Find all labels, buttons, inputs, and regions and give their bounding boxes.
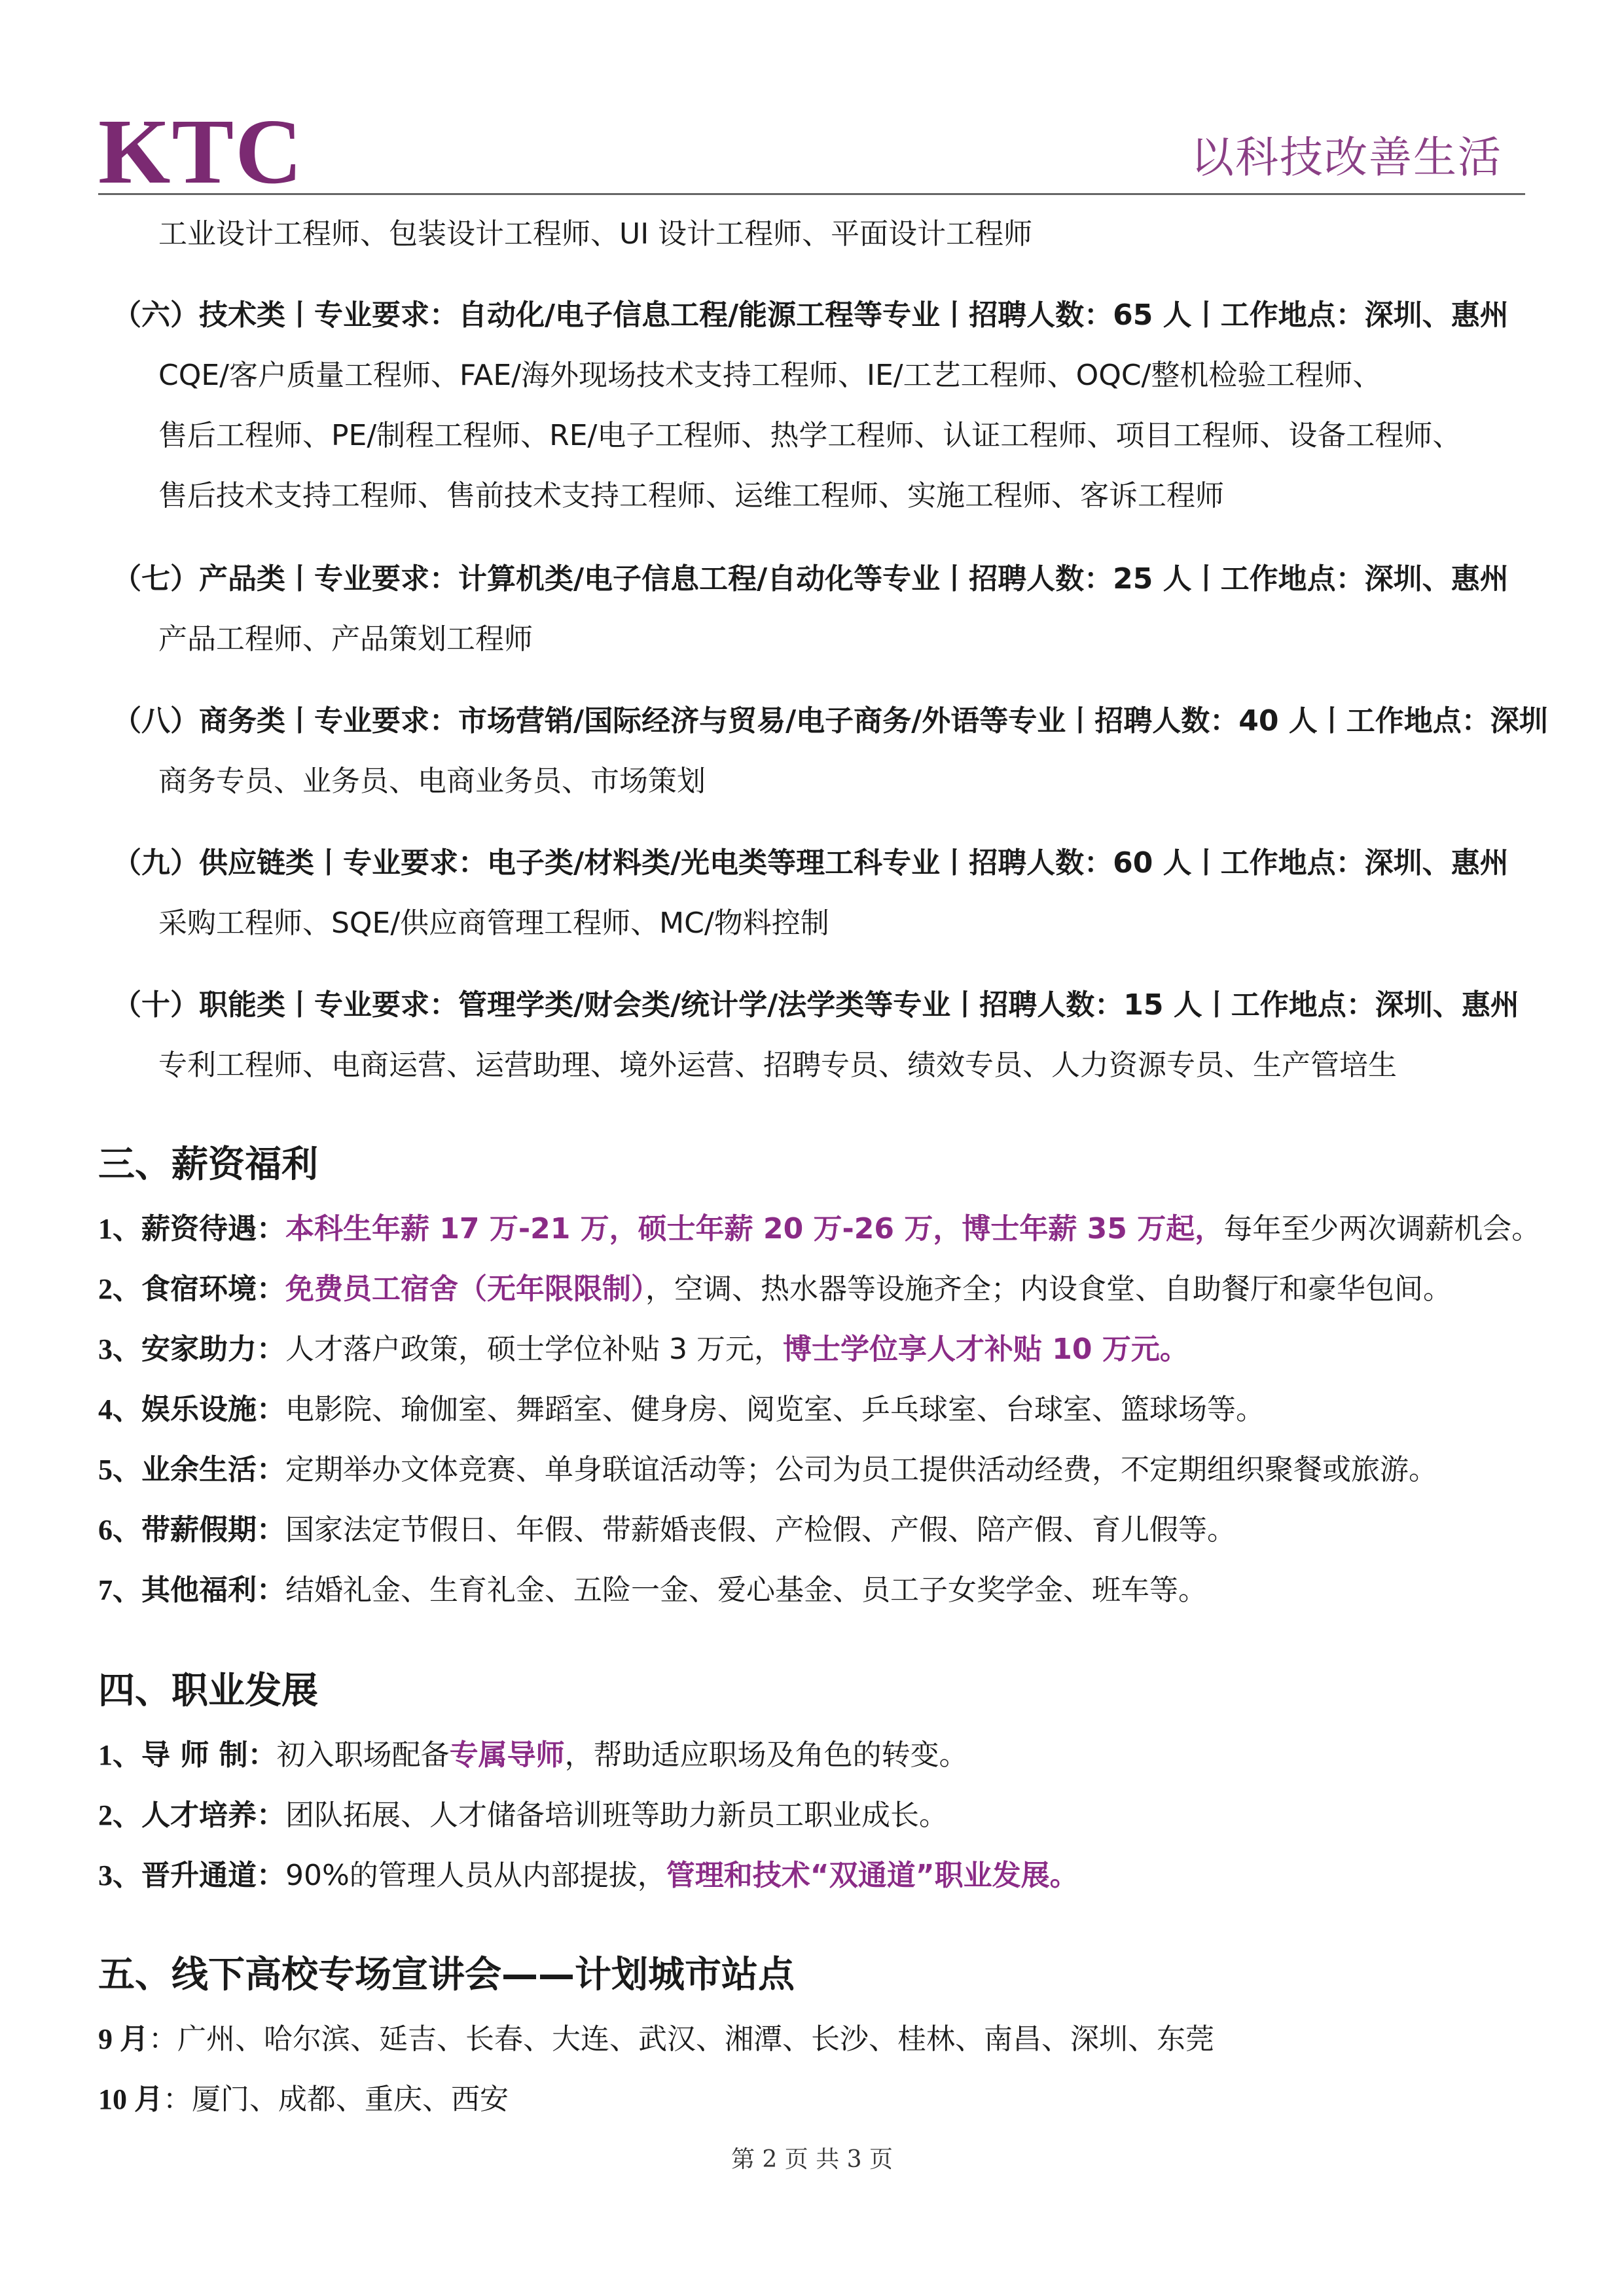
item-label: 安家助力： bbox=[141, 1333, 285, 1366]
item-text: 每年至少两次调薪机会。 bbox=[1223, 1212, 1541, 1246]
ktc-logo: KTC bbox=[98, 99, 304, 203]
campus-schedule-row bbox=[98, 2022, 1214, 2056]
benefit-item bbox=[98, 1272, 1452, 1306]
item-text: 国家法定节假日、年假、带薪婚丧假、产检假、产假、陪产假、育儿假等。 bbox=[285, 1513, 1236, 1547]
item-label: 薪资待遇： bbox=[141, 1212, 285, 1246]
item-number: 3、 bbox=[98, 1859, 141, 1892]
highlight-text: 免费员工宿舍（无年限限制） bbox=[285, 1272, 645, 1306]
benefit-item bbox=[98, 1513, 1236, 1547]
category-heading-product: （七）产品类丨专业要求：计算机类/电子信息工程/自动化等专业丨招聘人数：25 人丨工作地点：深圳、惠州 bbox=[113, 562, 1509, 596]
job-list-line: CQE/客户质量工程师、FAE/海外现场技术支持工程师、IE/工艺工程师、OQC/整机检验工程师、 bbox=[158, 359, 1382, 392]
category-heading-business: （八）商务类丨专业要求：市场营销/国际经济与贸易/电子商务/外语等专业丨招聘人数：40 人丨工作地点：深圳 bbox=[113, 704, 1548, 738]
benefit-item bbox=[98, 1395, 1265, 1424]
item-label: 娱乐设施： bbox=[141, 1393, 285, 1426]
item-text: ，空调、热水器等设施齐全；内设食堂、自助餐厅和豪华包间。 bbox=[645, 1272, 1452, 1306]
section-title-career: 四、职业发展 bbox=[98, 1670, 318, 1712]
item-label: 导 师 制： bbox=[141, 1738, 277, 1772]
item-text: 人才落户政策，硕士学位补贴 3 万元， bbox=[285, 1333, 783, 1366]
item-number: 7、 bbox=[98, 1574, 141, 1606]
schedule-month: 9 月 bbox=[98, 2023, 149, 2055]
carryover-job-list: 工业设计工程师、包装设计工程师、UI 设计工程师、平面设计工程师 bbox=[158, 217, 1033, 251]
item-label: 其他福利： bbox=[141, 1573, 285, 1607]
benefit-item bbox=[98, 1573, 1207, 1607]
career-item bbox=[98, 1738, 968, 1772]
item-text: 初入职场配备 bbox=[276, 1738, 450, 1772]
item-text: 90%的管理人员从内部提拔， bbox=[285, 1859, 666, 1892]
item-number: 2、 bbox=[98, 1273, 141, 1305]
schedule-month: 10 月 bbox=[98, 2083, 163, 2115]
item-text: 电影院、瑜伽室、舞蹈室、健身房、阅览室、乒乓球室、台球室、篮球场等。 bbox=[285, 1393, 1265, 1426]
item-number: 6、 bbox=[98, 1514, 141, 1546]
highlight-text: 本科生年薪 17 万-21 万，硕士年薪 20 万-26 万，博士年薪 35 万起， bbox=[285, 1212, 1224, 1246]
job-list-line: 专利工程师、电商运营、运营助理、境外运营、招聘专员、绩效专员、人力资源专员、生产管培生 bbox=[158, 1049, 1397, 1082]
item-label: 带薪假期： bbox=[141, 1513, 285, 1547]
benefit-item bbox=[98, 1335, 1189, 1364]
benefit-item bbox=[98, 1453, 1437, 1486]
item-number: 1、 bbox=[98, 1739, 141, 1771]
schedule-cities: ：广州、哈尔滨、延吉、长春、大连、武汉、湘潭、长沙、桂林、南昌、深圳、东莞 bbox=[149, 2022, 1214, 2056]
header-divider bbox=[98, 193, 1525, 195]
item-number: 4、 bbox=[98, 1393, 141, 1426]
schedule-cities: ：厦门、成都、重庆、西安 bbox=[163, 2083, 509, 2116]
career-item bbox=[98, 1861, 1079, 1890]
category-heading-functional: （十）职能类丨专业要求：管理学类/财会类/统计学/法学类等专业丨招聘人数：15 人丨工作地点：深圳、惠州 bbox=[113, 988, 1519, 1022]
item-text: 定期举办文体竞赛、单身联谊活动等；公司为员工提供活动经费，不定期组织聚餐或旅游。 bbox=[285, 1453, 1437, 1486]
campus-schedule-row bbox=[98, 2085, 509, 2114]
item-number: 5、 bbox=[98, 1454, 141, 1486]
item-tail: ，帮助适应职场及角色的转变。 bbox=[564, 1738, 968, 1772]
highlight-text: 专属导师 bbox=[449, 1738, 565, 1772]
highlight-text: 博士学位享人才补贴 10 万元 bbox=[782, 1333, 1160, 1366]
benefit-item bbox=[98, 1212, 1541, 1246]
item-text: 团队拓展、人才储备培训班等助力新员工职业成长。 bbox=[285, 1799, 948, 1832]
job-list-line: 商务专员、业务员、电商业务员、市场策划 bbox=[158, 764, 706, 798]
company-slogan: 以科技改善生活 bbox=[1191, 132, 1502, 183]
highlight-text: 管理和技术“双通道”职业发展 bbox=[666, 1859, 1050, 1892]
career-item bbox=[98, 1801, 948, 1830]
section-title-salary: 三、薪资福利 bbox=[98, 1143, 318, 1186]
item-label: 业余生活： bbox=[141, 1453, 285, 1486]
category-heading-tech: （六）技术类丨专业要求：自动化/电子信息工程/能源工程等专业丨招聘人数：65 人丨工作地点：深圳、惠州 bbox=[113, 298, 1509, 332]
item-label: 人才培养： bbox=[141, 1799, 285, 1832]
category-heading-supply-chain: （九）供应链类丨专业要求：电子类/材料类/光电类等理工科专业丨招聘人数：60 人丨工作地点：深圳、惠州 bbox=[113, 846, 1509, 880]
job-list-line: 售后技术支持工程师、售前技术支持工程师、运维工程师、实施工程师、客诉工程师 bbox=[158, 479, 1224, 512]
job-list-line: 采购工程师、SQE/供应商管理工程师、MC/物料控制 bbox=[158, 906, 829, 940]
item-tail: 。 bbox=[1049, 1859, 1079, 1892]
item-tail: 。 bbox=[1159, 1333, 1189, 1366]
job-list-line: 产品工程师、产品策划工程师 bbox=[158, 622, 533, 656]
item-number: 1、 bbox=[98, 1213, 141, 1245]
job-list-line: 售后工程师、PE/制程工程师、RE/电子工程师、热学工程师、认证工程师、项目工程师、设备工程师、 bbox=[158, 419, 1462, 452]
item-number: 3、 bbox=[98, 1333, 141, 1365]
item-number: 2、 bbox=[98, 1799, 141, 1831]
item-label: 晋升通道： bbox=[141, 1859, 285, 1892]
item-text: 结婚礼金、生育礼金、五险一金、爱心基金、员工子女奖学金、班车等。 bbox=[285, 1573, 1207, 1607]
page-number: 第 2 页 共 3 页 bbox=[731, 2146, 893, 2173]
section-title-campus-tour: 五、线下高校专场宣讲会——计划城市站点 bbox=[98, 1954, 795, 1996]
item-label: 食宿环境： bbox=[141, 1272, 285, 1306]
